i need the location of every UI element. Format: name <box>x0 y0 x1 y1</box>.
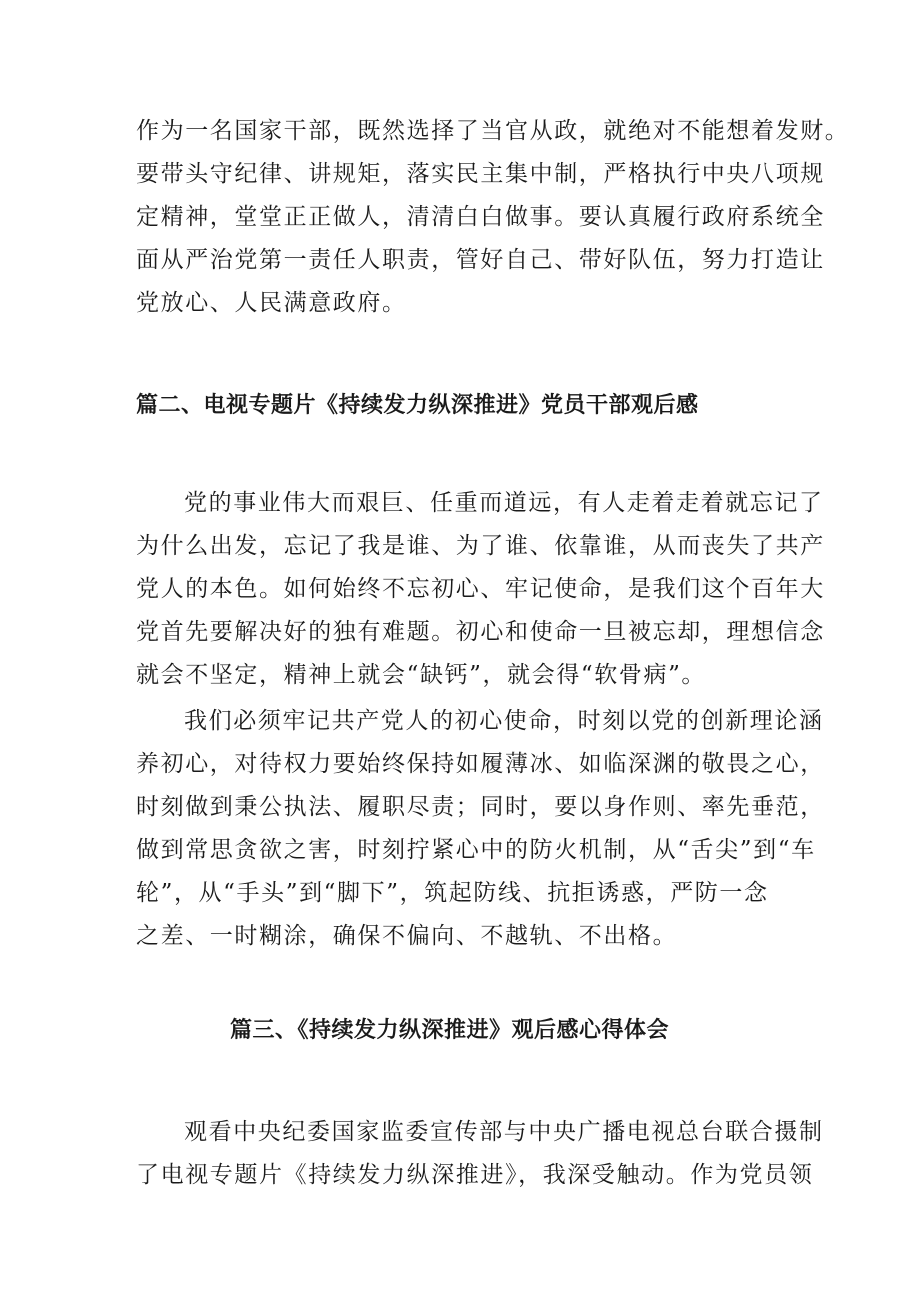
text-line: 面从严治党第一责任人职责，管好自己、带好队伍，努力打造让 <box>136 247 825 273</box>
text-line: 定精神，堂堂正正做人，清清白白做事。要认真履行政府系统全 <box>136 204 825 230</box>
text-line: 作为一名国家干部，既然选择了当官从政，就绝对不能想着发财。 <box>136 118 850 144</box>
text-line: 时刻做到秉公执法、履职尽责；同时，要以身作则、率先垂范， <box>136 794 825 820</box>
text-line: 我们必须牢记共产党人的初心使命，时刻以党的创新理论涵 <box>184 708 824 734</box>
text-line: 要带头守纪律、讲规矩，落实民主集中制，严格执行中央八项规 <box>136 161 825 187</box>
text-line: 就会不坚定，精神上就会“缺钙”，就会得“软骨病”。 <box>136 662 707 688</box>
text-line: 为什么出发，忘记了我是谁、为了谁、依靠谁，从而丧失了共产 <box>136 533 825 559</box>
text-line: 党的事业伟大而艰巨、任重而道远，有人走着走着就忘记了 <box>184 490 824 516</box>
section-heading-3: 篇三、《持续发力纵深推进》观后感心得体会 <box>230 1018 670 1043</box>
text-line: 做到常思贪欲之害，时刻拧紧心中的防火机制，从“舌尖”到“车 <box>136 837 816 863</box>
text-line: 党首先要解决好的独有难题。初心和使命一旦被忘却，理想信念 <box>136 619 825 645</box>
text-line: 观看中央纪委国家监委宣传部与中央广播电视总台联合摄制 <box>184 1119 824 1145</box>
text-line: 养初心，对待权力要始终保持如履薄冰、如临深渊的敬畏之心， <box>136 751 825 777</box>
text-line: 轮”，从“手头”到“脚下”，筑起防线、抗拒诱惑，严防一念 <box>136 880 769 906</box>
text-line: 之差、一时糊涂，确保不偏向、不越轨、不出格。 <box>136 923 678 949</box>
text-line: 党人的本色。如何始终不忘初心、牢记使命，是我们这个百年大 <box>136 576 825 602</box>
section-heading-2: 篇二、电视专题片《持续发力纵深推进》党员干部观后感 <box>136 393 699 418</box>
text-line: 党放心、人民满意政府。 <box>136 290 407 316</box>
text-line: 了电视专题片《持续发力纵深推进》，我深受触动。作为党员领 <box>136 1162 814 1188</box>
